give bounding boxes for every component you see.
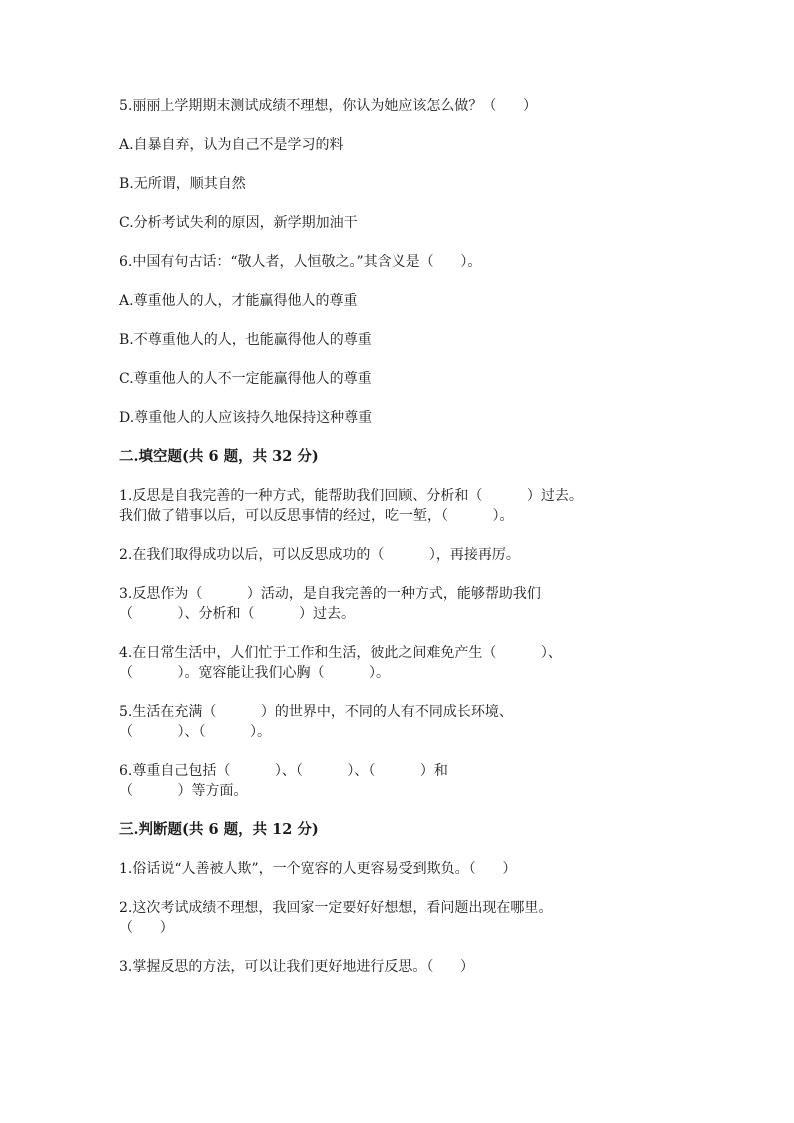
option-a	[119, 291, 679, 311]
question-line: （ ）、（ ）。	[119, 724, 272, 740]
question-stem: 5.丽丽上学期期末测试成绩不理想，你认为她应该怎么做？（ ）	[119, 98, 538, 114]
section-heading-fill: 二.填空题(共 6 题，共 32 分)	[119, 448, 319, 465]
question-line: （ ）等方面。	[119, 783, 248, 799]
question-line: 2.在我们取得成功以后，可以反思成功的（ ），再接再厉。	[119, 547, 520, 563]
question-choice-6	[119, 252, 679, 272]
option-a	[119, 135, 679, 155]
option-text: A.自暴自弃，认为自己不是学习的料	[119, 137, 344, 153]
question-line: 6.尊重自己包括（ ）、（ ）、（ ）和	[119, 763, 448, 779]
option-text: D.尊重他人的人应该持久地保持这种尊重	[119, 410, 373, 426]
question-line: 1.反思是自我完善的一种方式，能帮助我们回顾、分析和（ ）过去。	[119, 488, 583, 504]
option-text: C.尊重他人的人不一定能赢得他人的尊重	[119, 371, 372, 387]
option-c	[119, 213, 679, 233]
question-line: （ ）、分析和（ ）过去。	[119, 606, 356, 622]
option-b	[119, 174, 679, 194]
option-text: A.尊重他人的人，才能赢得他人的尊重	[119, 293, 358, 309]
question-judge-1	[119, 859, 679, 879]
exam-page	[119, 96, 679, 996]
question-line: 5.生活在充满（ ）的世界中，不同的人有不同成长环境、	[119, 704, 513, 720]
option-c	[119, 369, 679, 389]
question-line: （ ）	[119, 920, 174, 936]
question-line: （ ）。宽容能让我们心胸（ ）。	[119, 665, 391, 681]
question-line: 4.在日常生活中，人们忙于工作和生活，彼此之间难免产生（ ）、	[119, 645, 562, 661]
question-fill-4	[119, 643, 679, 683]
question-line: 3.掌握反思的方法，可以让我们更好地进行反思。（ ）	[119, 959, 475, 975]
question-fill-3	[119, 584, 679, 624]
question-judge-2	[119, 898, 679, 938]
option-d	[119, 408, 679, 428]
question-choice-5	[119, 96, 679, 116]
question-line: 3.反思作为（ ）活动，是自我完善的一种方式，能够帮助我们	[119, 586, 541, 602]
question-judge-3	[119, 957, 679, 977]
section-heading-judge: 三.判断题(共 6 题，共 12 分)	[119, 821, 319, 838]
question-line: 1.俗话说“人善被人欺”，一个宽容的人更容易受到欺负。（ ）	[119, 861, 517, 877]
option-text: B.不尊重他人的人，也能赢得他人的尊重	[119, 332, 372, 348]
question-fill-6	[119, 761, 679, 801]
question-fill-5	[119, 702, 679, 742]
option-text: C.分析考试失利的原因，新学期加油干	[119, 215, 358, 231]
question-fill-1	[119, 486, 679, 526]
question-line: 我们做了错事以后，可以反思事情的经过，吃一堑，（ ）。	[119, 508, 514, 524]
question-stem: 6.中国有句古话：“敬人者，人恒敬之。”其含义是（ ）。	[119, 254, 482, 270]
option-text: B.无所谓，顺其自然	[119, 176, 246, 192]
question-fill-2	[119, 545, 679, 565]
question-line: 2.这次考试成绩不理想，我回家一定要好好想想，看问题出现在哪里。	[119, 900, 553, 916]
option-b	[119, 330, 679, 350]
